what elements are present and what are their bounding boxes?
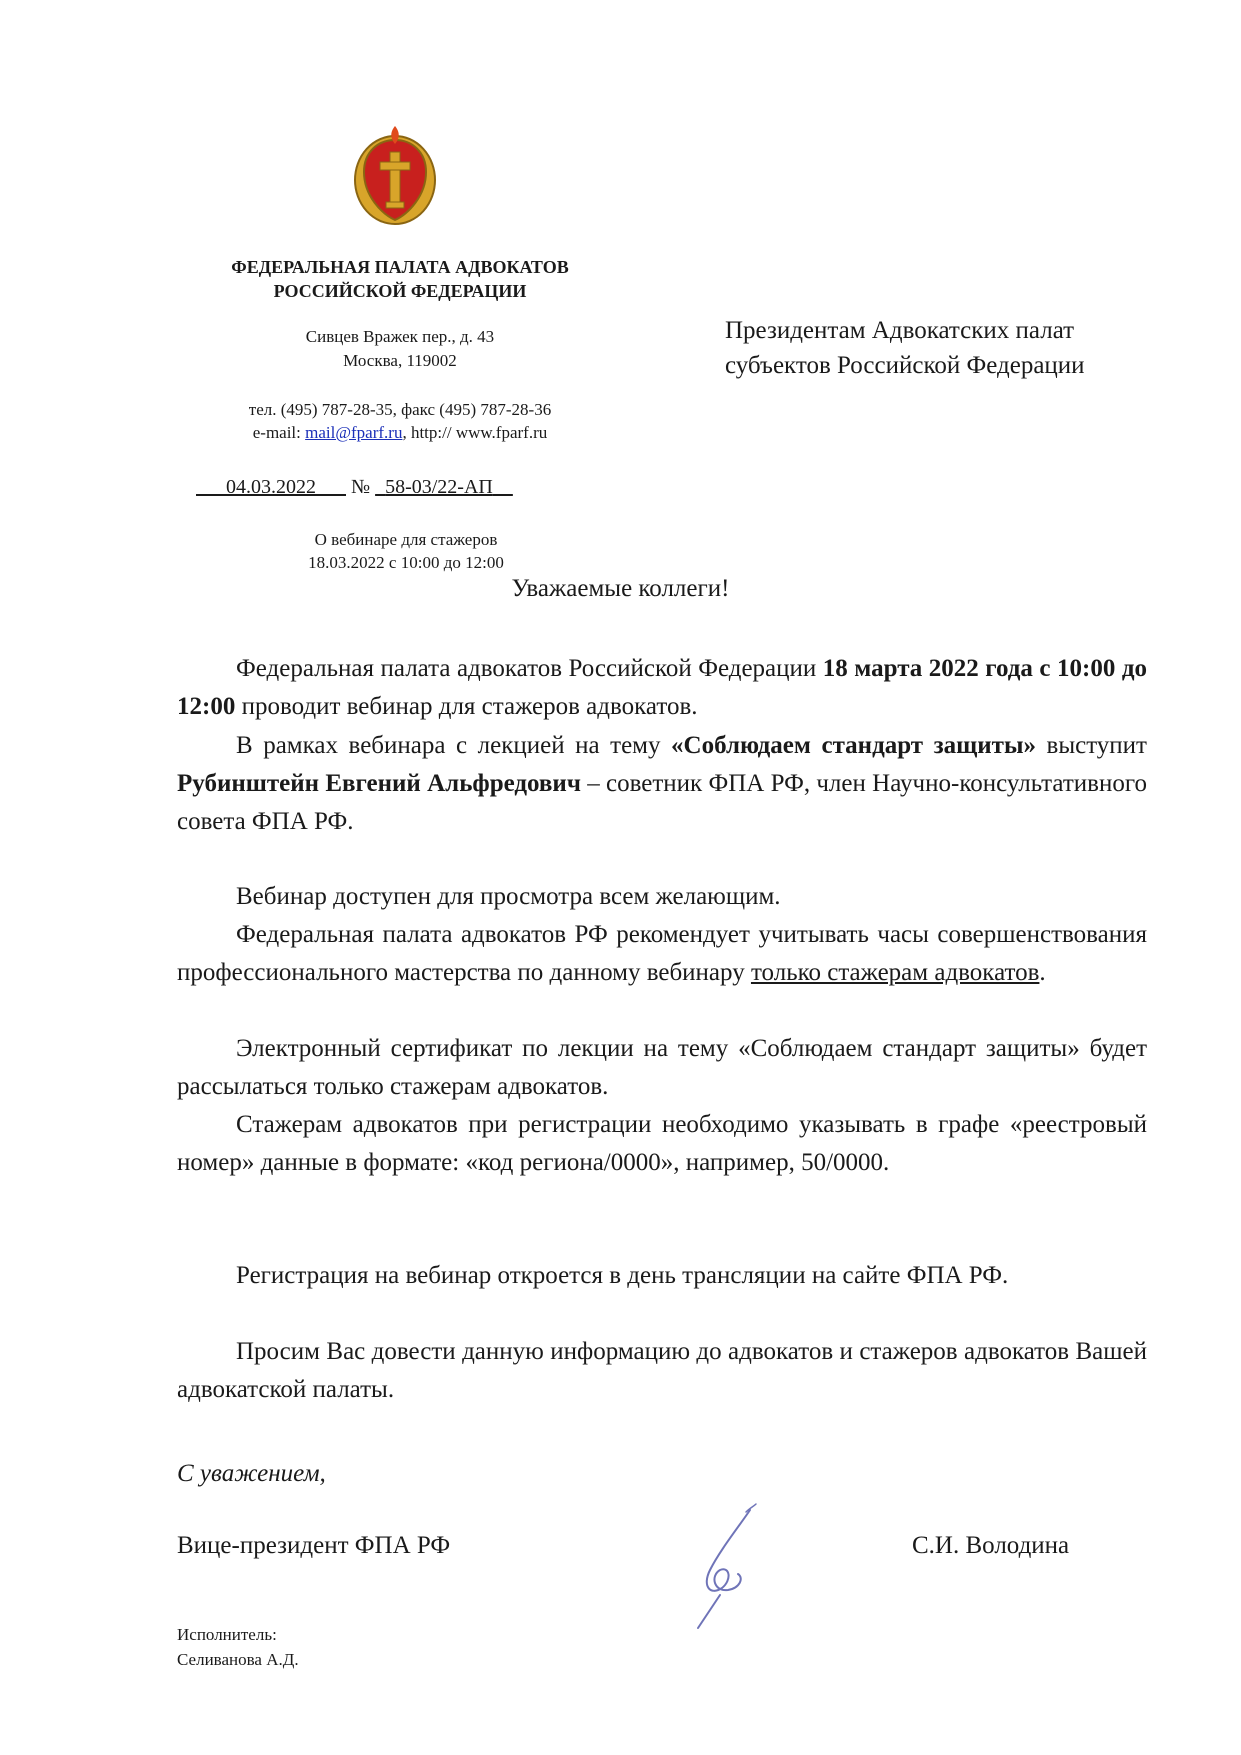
contact-line	[180, 421, 620, 444]
lecture-topic: «Соблюдаем стандарт защиты»	[671, 732, 1036, 759]
paragraph-4: Федеральная палата адвокатов РФ рекомендует учитывать часы совершенствования профессионального мастерства по данному вебинару только стажерам адвокатов.	[177, 921, 1147, 986]
speaker-name: Рубинштейн Евгений Альфредович	[177, 770, 581, 797]
paragraph-5: Электронный сертификат по лекции на тему «Соблюдаем стандарт защиты» будет рассылаться только стажерам адвокатов.	[177, 1035, 1147, 1100]
paragraph-3: Вебинар доступен для просмотра всем желающим.	[236, 883, 781, 910]
email-link[interactable]: mail@fparf.ru	[305, 423, 403, 442]
letter-date: 04.03.2022	[226, 476, 316, 498]
number-sign: №	[351, 476, 371, 498]
webinar-datetime: 18 марта 2022 года с 10:00 до 12:00	[177, 655, 1147, 720]
website-text: , http:// www.fparf.ru	[402, 423, 548, 442]
paragraph-8: Просим Вас довести данную информацию до адвокатов и стажеров адвокатов Вашей адвокатской палаты.	[177, 1338, 1147, 1403]
handwritten-signature	[680, 1500, 775, 1635]
paragraph-6: Стажерам адвокатов при регистрации необходимо указывать в графе «реестровый номер» данные в формате: «код региона/0000», например, 50/0000.	[177, 1111, 1147, 1176]
signatory-name: С.И. Володина	[912, 1532, 1070, 1559]
email-prefix: e-mail:	[252, 423, 306, 442]
paragraph-7: Регистрация на вебинар откроется в день трансляции на сайте ФПА РФ.	[236, 1262, 1009, 1289]
addressee-line1: Президентам Адвокатских палат	[725, 317, 1075, 344]
registration-line	[196, 476, 513, 499]
executor-name: Селиванова А.Д.	[177, 1650, 299, 1669]
closing-regards: С уважением,	[177, 1460, 326, 1487]
subject-line2: 18.03.2022 с 10:00 до 12:00	[308, 553, 504, 572]
address-line2: Москва, 119002	[343, 351, 457, 370]
executor-label: Исполнитель:	[177, 1625, 277, 1644]
trainees-only-emphasis: только стажерам адвокатов	[750, 959, 1040, 986]
address-line1: Сивцев Вражек пер., д. 43	[305, 327, 495, 346]
phone-line: тел. (495) 787-28-35, факс (495) 787-28-36	[248, 400, 552, 419]
paragraph-1: Федеральная палата адвокатов Российской Федерации 18 марта 2022 года с 10:00 до 12:00 проводит вебинар для стажеров адвокатов.	[177, 655, 1147, 720]
fpa-emblem-icon	[350, 120, 440, 230]
addressee	[725, 313, 1165, 383]
salutation: Уважаемые коллеги!	[511, 575, 730, 602]
org-name-line1: ФЕДЕРАЛЬНАЯ ПАЛАТА АДВОКАТОВ	[231, 257, 569, 277]
letter-number: 58-03/22-АП	[385, 476, 493, 498]
subject-line1: О вебинаре для стажеров	[314, 530, 498, 549]
signatory-role: Вице-президент ФПА РФ	[177, 1532, 451, 1559]
paragraph-2: В рамках вебинара с лекцией на тему «Соблюдаем стандарт защиты» выступит Рубинштейн Евгений Альфредович – советник ФПА РФ, член Научно-консультативного совета ФПА РФ.	[177, 732, 1147, 835]
org-name-line2: РОССИЙСКОЙ ФЕДЕРАЦИИ	[273, 281, 527, 301]
addressee-line2: субъектов Российской Федерации	[725, 352, 1085, 379]
